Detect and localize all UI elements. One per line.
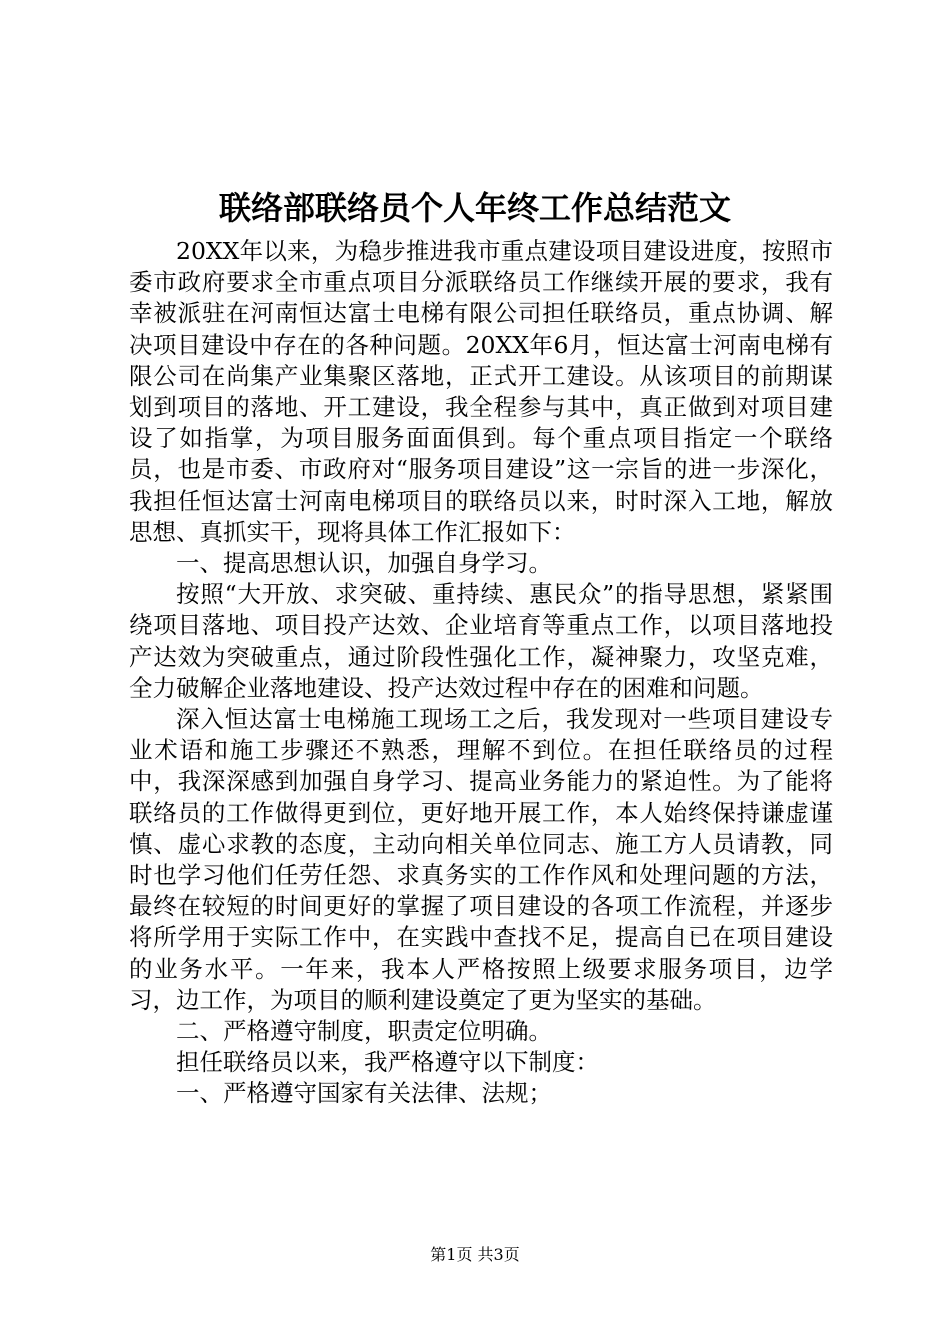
document-body xyxy=(129,236,833,1110)
section-heading-2: 二、严格遵守制度，职责定位明确。 xyxy=(176,1017,552,1046)
paragraph-rules-intro: 担任联络员以来，我严格遵守以下制度： xyxy=(176,1048,599,1077)
section-heading-1: 一、提高思想认识，加强自身学习。 xyxy=(176,549,552,578)
paragraph-intro: 20XX年以来，为稳步推进我市重点建设项目建设进度，按照市委市政府要求全市重点项目分派联络员工作继续开展的要求，我有幸被派驻在河南恒达富士电梯有限公司担任联络员，重点协调、解决项目建设中存在的各种问题。20XX年6月，恒达富士河南电梯有限公司在尚集产业集聚区落地，正式开工建设。从该项目的前期谋划到项目的落地、开工建设，我全程参与其中，真正做到对项目建设了如指掌，为项目服务面面俱到。每个重点项目指定一个联络员，也是市委、市政府对“服务项目建设”这一宗旨的进一步深化，我担任恒达富士河南电梯项目的联络员以来，时时深入工地，解放思想、真抓实干，现将具体工作汇报如下： xyxy=(129,237,833,546)
document-title: 联络部联络员个人年终工作总结范文 xyxy=(218,189,731,227)
paragraph-guiding-thought: 按照“大开放、求突破、重持续、惠民众”的指导思想，紧紧围绕项目落地、项目投产达效、企业培育等重点工作，以项目落地投产达效为突破重点，通过阶段性强化工作，凝神聚力，攻坚克难，全力破解企业落地建设、投产达效过程中存在的困难和问题。 xyxy=(129,580,833,702)
paragraph-self-study: 深入恒达富士电梯施工现场工之后，我发现对一些项目建设专业术语和施工步骤还不熟悉，理解不到位。在担任联络员的过程中，我深深感到加强自身学习、提高业务能力的紧迫性。为了能将联络员的工作做得更到位，更好地开展工作，本人始终保持谦虚谨慎、虚心求教的态度，主动向相关单位同志、施工方人员请教，同时也学习他们任劳任怨、求真务实的工作作风和处理问题的方法，最终在较短的时间更好的掌握了项目建设的各项工作流程，并逐步将所学用于实际工作中，在实践中查找不足，提高自已在项目建设的业务水平。一年来，我本人严格按照上级要求服务项目，边学习，边工作，为项目的顺利建设奠定了更为坚实的基础。 xyxy=(129,705,833,1014)
list-item-rule-1: 一、严格遵守国家有关法律、法规； xyxy=(176,1079,552,1108)
page-number-footer: 第1页 共3页 xyxy=(430,1245,520,1264)
